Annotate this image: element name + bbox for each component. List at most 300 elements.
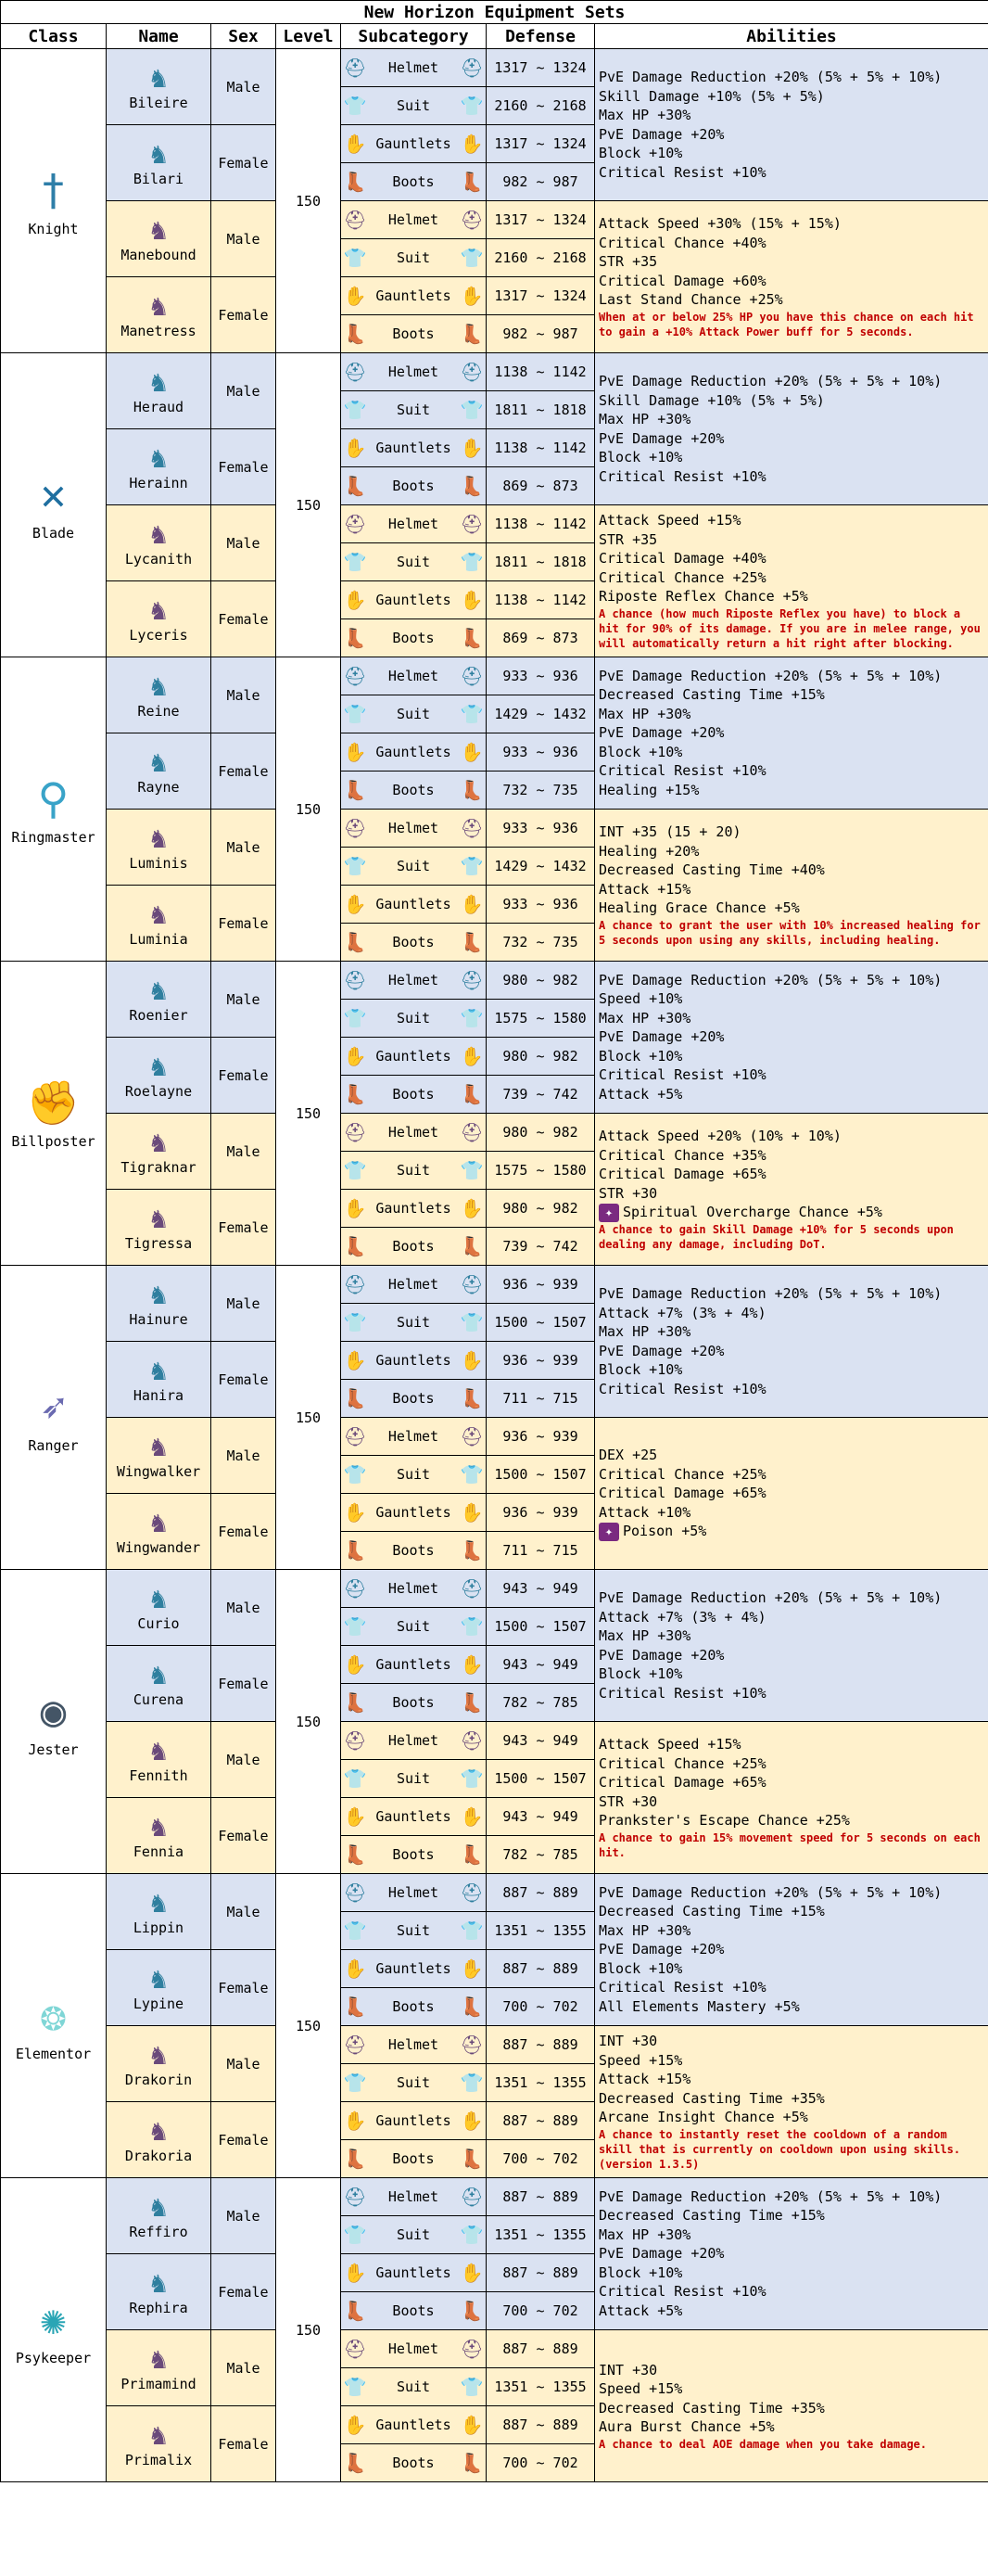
subcategory-cell (341, 886, 487, 924)
defense-cell: 1500 ~ 1507 (487, 1760, 595, 1798)
subcategory-label: Helmet (387, 1884, 439, 1901)
subcategory-label: Helmet (387, 2340, 439, 2357)
subcategory-label: Gauntlets (375, 744, 451, 760)
ability-line: PvE Damage +20% (599, 1646, 725, 1664)
defense-cell: 739 ~ 742 (487, 1228, 595, 1266)
subcategory-wrap (343, 2140, 484, 2177)
gauntlets-icon: ✋ (460, 1805, 484, 1828)
subcategory-cell (341, 1988, 487, 2026)
boots-icon: 👢 (343, 1996, 367, 2018)
helmet-icon: ⛑ (460, 1729, 484, 1752)
subcategory-wrap (343, 657, 484, 695)
ability-note: A chance (how much Riposte Reflex you have) to block a hit for 90% of its damage. If you are in melee range, you will automatically return a hit right after blocking. (599, 606, 988, 650)
ability-line: INT +30 (599, 2361, 658, 2378)
subcategory-wrap (343, 2178, 484, 2215)
subcategory-label: Boots (392, 2150, 435, 2167)
ability-line: Attack +10% (599, 1503, 691, 1521)
character-icon: ♞ (149, 137, 168, 171)
gauntlets-icon: ✋ (343, 1653, 367, 1676)
subcategory-label: Suit (396, 1618, 431, 1635)
ability-line: Speed +15% (599, 2051, 683, 2069)
ability-line: Critical Damage +65% (599, 1774, 766, 1792)
ability-line: Decreased Casting Time +15% (599, 1903, 825, 1920)
set-name-cell (107, 49, 211, 125)
class-cell (1, 1874, 107, 2178)
sex-cell: Female (211, 886, 276, 962)
sword-icon: † (40, 164, 67, 215)
ability-line: PvE Damage +20% (599, 2245, 725, 2263)
subcategory-wrap (343, 2330, 484, 2367)
boots-icon: 👢 (460, 323, 484, 345)
subcategory-cell (341, 2178, 487, 2216)
subcategory-wrap (343, 467, 484, 504)
character-icon: ♞ (149, 2114, 168, 2148)
defense-cell: 869 ~ 873 (487, 467, 595, 505)
subcategory-label: Gauntlets (375, 287, 451, 304)
ability-skill-line (599, 1522, 984, 1541)
set-name-cell (107, 2178, 211, 2254)
subcategory-label: Helmet (387, 516, 439, 532)
subcategory-label: Gauntlets (375, 440, 451, 456)
gauntlets-icon: ✋ (343, 589, 367, 611)
subcategory-wrap (343, 2292, 484, 2329)
subcategory-wrap (343, 1494, 484, 1531)
boots-icon: 👢 (343, 171, 367, 193)
ability-line: Attack Speed +15% (599, 512, 741, 529)
ability-line: INT +30 (599, 2033, 658, 2050)
boots-icon: 👢 (343, 1083, 367, 1105)
helmet-icon: ⛑ (343, 1577, 367, 1600)
subcategory-cell (341, 277, 487, 315)
boots-icon: 👢 (343, 323, 367, 345)
defense-cell: 1317 ~ 1324 (487, 49, 595, 87)
sex-cell: Female (211, 1950, 276, 2026)
defense-cell: 1811 ~ 1818 (487, 391, 595, 429)
header-level: Level (276, 24, 341, 49)
character-icon: ♞ (149, 1050, 168, 1083)
subcategory-wrap (343, 1038, 484, 1075)
subcategory-wrap (343, 1380, 484, 1417)
subcategory-label: Suit (396, 402, 431, 418)
sex-cell: Female (211, 1038, 276, 1114)
subcategory-label: Helmet (387, 59, 439, 76)
subcategory-wrap (343, 1836, 484, 1873)
defense-cell: 1500 ~ 1507 (487, 1456, 595, 1494)
ability-line: Block +10% (599, 1047, 683, 1065)
subcategory-cell (341, 848, 487, 886)
subcategory-label: Gauntlets (375, 1960, 451, 1977)
character-icon: ♞ (149, 593, 168, 627)
ability-note: When at or below 25% HP you have this chance on each hit to gain a +10% Attack Power buff for 5 seconds. (599, 310, 981, 338)
sex-cell: Male (211, 1266, 276, 1342)
defense-cell: 887 ~ 889 (487, 2102, 595, 2140)
ability-line: PvE Damage Reduction +20% (5% + 5% + 10%) (599, 971, 943, 988)
level-cell: 150 (276, 1266, 341, 1570)
sex-cell: Female (211, 581, 276, 657)
boots-icon: 👢 (460, 2452, 484, 2474)
sex-cell: Female (211, 733, 276, 810)
subcategory-label: Suit (396, 2074, 431, 2091)
sex-cell: Male (211, 1722, 276, 1798)
defense-cell: 1138 ~ 1142 (487, 505, 595, 543)
ability-line: PvE Damage Reduction +20% (5% + 5% + 10%) (599, 69, 943, 85)
suit-icon: 👕 (343, 1615, 367, 1638)
set-name-cell (107, 505, 211, 581)
helmet-icon: ⛑ (460, 2338, 484, 2360)
boots-icon: 👢 (460, 1691, 484, 1714)
suit-icon: 👕 (460, 1311, 484, 1333)
subcategory-cell (341, 1152, 487, 1190)
ability-line: Skill Damage +10% (5% + 5%) (599, 87, 825, 105)
subcategory-wrap (343, 1608, 484, 1645)
defense-cell: 1351 ~ 1355 (487, 2368, 595, 2406)
sex-cell: Male (211, 2330, 276, 2406)
ability-line: DEX +25 (599, 1447, 658, 1464)
subcategory-cell (341, 657, 487, 695)
header-abilities: Abilities (595, 24, 988, 49)
set-name: Primamind (120, 2375, 196, 2392)
suit-icon: 👕 (343, 2376, 367, 2398)
set-name: Rephira (129, 2299, 188, 2316)
suit-icon: 👕 (343, 2072, 367, 2094)
character-icon: ♞ (149, 61, 168, 95)
ability-line: Max HP +30% (599, 411, 691, 427)
ability-line: PvE Damage +20% (599, 1342, 725, 1359)
gauntlets-icon: ✋ (460, 2262, 484, 2284)
boots-icon: 👢 (460, 2300, 484, 2322)
helmet-icon: ⛑ (460, 1273, 484, 1295)
sex-cell: Female (211, 2102, 276, 2178)
subcategory-wrap (343, 924, 484, 961)
defense-cell: 1429 ~ 1432 (487, 848, 595, 886)
subcategory-label: Boots (392, 1542, 435, 1559)
subcategory-label: Boots (392, 1086, 435, 1103)
gauntlets-icon: ✋ (460, 741, 484, 763)
sex-cell: Male (211, 201, 276, 277)
ability-line: Max HP +30% (599, 1627, 691, 1644)
set-name: Tigressa (124, 1234, 193, 1252)
subcategory-cell (341, 2406, 487, 2444)
defense-cell: 980 ~ 982 (487, 1038, 595, 1076)
set-name: Curio (137, 1614, 180, 1632)
boots-icon: 👢 (343, 779, 367, 801)
subcategory-label: Helmet (387, 1276, 439, 1293)
subcategory-wrap (343, 1950, 484, 1987)
boots-icon: 👢 (343, 2148, 367, 2170)
defense-cell: 1500 ~ 1507 (487, 1304, 595, 1342)
suit-icon: 👕 (460, 1159, 484, 1181)
suit-icon: 👕 (343, 1919, 367, 1942)
abilities-cell (595, 1418, 988, 1570)
subcategory-label: Suit (396, 858, 431, 874)
defense-cell: 982 ~ 987 (487, 163, 595, 201)
subcategory-cell (341, 1532, 487, 1570)
abilities-cell (595, 962, 988, 1114)
subcategory-cell (341, 1114, 487, 1152)
ability-note: A chance to deal AOE damage when you take damage. (599, 2437, 928, 2451)
defense-cell: 887 ~ 889 (487, 1874, 595, 1912)
subcategory-cell (341, 1722, 487, 1760)
level-cell: 150 (276, 1874, 341, 2178)
boots-icon: 👢 (460, 475, 484, 497)
subcategory-wrap (343, 2254, 484, 2291)
defense-cell: 700 ~ 702 (487, 1988, 595, 2026)
subcategory-label: Boots (392, 1238, 435, 1255)
subcategory-cell (341, 1874, 487, 1912)
ability-line: PvE Damage +20% (599, 724, 725, 742)
character-icon: ♞ (149, 1506, 168, 1539)
subcategory-cell (341, 2140, 487, 2178)
subcategory-cell (341, 1380, 487, 1418)
table-row (1, 657, 988, 695)
suit-icon: 👕 (460, 855, 484, 877)
gauntlets-icon: ✋ (460, 1653, 484, 1676)
subcategory-cell (341, 1304, 487, 1342)
subcategory-label: Boots (392, 1390, 435, 1407)
subcategory-cell (341, 1076, 487, 1114)
defense-cell: 933 ~ 936 (487, 810, 595, 848)
defense-cell: 943 ~ 949 (487, 1798, 595, 1836)
defense-cell: 1317 ~ 1324 (487, 277, 595, 315)
subcategory-label: Suit (396, 2226, 431, 2243)
defense-cell: 980 ~ 982 (487, 1114, 595, 1152)
subcategory-wrap (343, 1152, 484, 1189)
helmet-icon: ⛑ (343, 513, 367, 535)
character-icon: ♞ (149, 974, 168, 1007)
subcategory-label: Helmet (387, 1732, 439, 1749)
subcategory-label: Boots (392, 478, 435, 494)
helmet-icon: ⛑ (460, 513, 484, 535)
ability-line: PvE Damage +20% (599, 125, 725, 143)
subcategory-label: Gauntlets (375, 2112, 451, 2129)
subcategory-label: Suit (396, 249, 431, 266)
subcategory-cell (341, 733, 487, 772)
subcategory-wrap (343, 2064, 484, 2101)
subcategory-cell (341, 239, 487, 277)
ability-line: Critical Resist +10% (599, 1684, 766, 1702)
abilities-cell (595, 2330, 988, 2482)
subcategory-cell (341, 924, 487, 962)
subcategory-cell (341, 2102, 487, 2140)
defense-cell: 887 ~ 889 (487, 2178, 595, 2216)
subcategory-cell (341, 1836, 487, 1874)
helmet-icon: ⛑ (343, 1425, 367, 1447)
helmet-icon: ⛑ (460, 969, 484, 991)
subcategory-wrap (343, 2444, 484, 2481)
gauntlets-icon: ✋ (343, 2262, 367, 2284)
helmet-icon: ⛑ (460, 361, 484, 383)
subcategory-cell (341, 1684, 487, 1722)
level-cell: 150 (276, 353, 341, 657)
ability-line: PvE Damage Reduction +20% (5% + 5% + 10%) (599, 373, 943, 389)
set-name-cell (107, 1722, 211, 1798)
gauntlets-icon: ✋ (460, 285, 484, 307)
ability-line: Max HP +30% (599, 1921, 691, 1939)
header-row (1, 24, 988, 49)
set-name: Manetress (120, 322, 196, 339)
subcategory-wrap (343, 505, 484, 542)
subcategory-cell (341, 2330, 487, 2368)
skill-icon: ✦ (599, 1204, 619, 1222)
character-icon: ♞ (149, 1734, 168, 1767)
subcategory-cell (341, 315, 487, 353)
table-row (1, 810, 988, 848)
character-icon: ♞ (149, 1658, 168, 1691)
set-name: Curena (133, 1690, 184, 1708)
gauntlets-icon: ✋ (460, 437, 484, 459)
boots-icon: 👢 (343, 1387, 367, 1409)
abilities-cell (595, 49, 988, 201)
subcategory-cell (341, 353, 487, 391)
character-icon: ♞ (149, 670, 168, 703)
subcategory-cell (341, 1494, 487, 1532)
class-name: Knight (28, 220, 79, 237)
suit-icon: 👕 (460, 1463, 484, 1486)
class-name: Elementor (15, 2045, 92, 2062)
subcategory-wrap (343, 1304, 484, 1341)
boots-icon: 👢 (460, 2148, 484, 2170)
subcategory-label: Boots (392, 325, 435, 342)
subcategory-cell (341, 619, 487, 657)
subcategory-wrap (343, 581, 484, 618)
medallion-icon: ◉ (40, 1685, 67, 1736)
subcategory-label: Boots (392, 1998, 435, 2015)
ability-line: Speed +10% (599, 990, 683, 1008)
character-icon: ♞ (149, 2266, 168, 2300)
subcategory-cell (341, 1798, 487, 1836)
suit-icon: 👕 (343, 1311, 367, 1333)
set-name-cell (107, 2102, 211, 2178)
class-cell (1, 353, 107, 657)
subcategory-wrap (343, 1532, 484, 1569)
bow-icon: ➶ (40, 1381, 67, 1432)
subcategory-cell (341, 581, 487, 619)
ability-line: PvE Damage Reduction +20% (5% + 5% + 10%) (599, 2187, 943, 2205)
sex-cell: Male (211, 962, 276, 1038)
gauntlets-icon: ✋ (343, 1045, 367, 1067)
set-name: Lypine (133, 1995, 184, 2012)
subcategory-label: Gauntlets (375, 1048, 451, 1065)
class-cell (1, 1570, 107, 1874)
suit-icon: 👕 (460, 2224, 484, 2246)
subcategory-label: Suit (396, 1314, 431, 1331)
defense-cell: 711 ~ 715 (487, 1532, 595, 1570)
subcategory-wrap (343, 201, 484, 238)
subcategory-label: Boots (392, 173, 435, 190)
subcategory-wrap (343, 772, 484, 809)
gauntlets-icon: ✋ (343, 2110, 367, 2132)
boots-icon: 👢 (343, 1843, 367, 1866)
ability-line: Arcane Insight Chance +5% (599, 2109, 808, 2126)
subcategory-wrap (343, 962, 484, 999)
suit-icon: 👕 (460, 1615, 484, 1638)
level-cell: 150 (276, 49, 341, 353)
ability-line: Prankster's Escape Chance +25% (599, 1812, 850, 1830)
helmet-icon: ⛑ (460, 1425, 484, 1447)
subcategory-wrap (343, 1000, 484, 1037)
ability-line: Critical Chance +40% (599, 234, 766, 251)
abilities-cell (595, 810, 988, 962)
set-name-cell (107, 353, 211, 429)
ability-line: Attack +15% (599, 880, 691, 898)
subcategory-label: Suit (396, 97, 431, 114)
subcategory-cell (341, 810, 487, 848)
defense-cell: 1138 ~ 1142 (487, 429, 595, 467)
subcategory-label: Gauntlets (375, 1656, 451, 1673)
subcategory-label: Boots (392, 1694, 435, 1711)
sex-cell: Female (211, 1342, 276, 1418)
set-name: Drakorin (124, 2071, 193, 2088)
gauntlets-icon: ✋ (343, 2414, 367, 2436)
boots-icon: 👢 (343, 1691, 367, 1714)
set-name: Bilari (133, 170, 184, 187)
set-name: Lyceris (129, 626, 188, 644)
defense-cell: 887 ~ 889 (487, 1950, 595, 1988)
helmet-icon: ⛑ (343, 1881, 367, 1904)
gauntlets-icon: ✋ (343, 1958, 367, 1980)
set-name-cell (107, 1266, 211, 1342)
subcategory-wrap (343, 391, 484, 428)
set-name-cell (107, 2026, 211, 2102)
ability-line: STR +35 (599, 253, 658, 271)
ability-note: A chance to instantly reset the cooldown of a random skill that is currently on cooldown upon using skills. (version 1.3.5) (599, 2127, 968, 2171)
ability-line: Decreased Casting Time +35% (599, 2089, 825, 2107)
table-row (1, 1266, 988, 1304)
subcategory-label: Boots (392, 934, 435, 950)
suit-icon: 👕 (460, 247, 484, 269)
defense-cell: 782 ~ 785 (487, 1836, 595, 1874)
subcategory-label: Gauntlets (375, 2417, 451, 2433)
set-name-cell (107, 657, 211, 733)
ability-line: Critical Damage +65% (599, 1166, 766, 1183)
suit-icon: 👕 (343, 1463, 367, 1486)
boots-icon: 👢 (460, 1083, 484, 1105)
ability-line: Decreased Casting Time +40% (599, 861, 825, 879)
ability-line: Block +10% (599, 1361, 683, 1378)
ability-line: Block +10% (599, 145, 683, 161)
subcategory-cell (341, 962, 487, 1000)
gauntlets-icon: ✋ (460, 1958, 484, 1980)
subcategory-cell (341, 1038, 487, 1076)
set-name-cell (107, 962, 211, 1038)
ability-line: PvE Damage +20% (599, 1941, 725, 1958)
subcategory-cell (341, 2444, 487, 2482)
suit-icon: 👕 (460, 2072, 484, 2094)
ability-note: A chance to gain 15% movement speed for 5 seconds on each hit. (599, 1830, 988, 1859)
sex-cell: Male (211, 1874, 276, 1950)
ability-line: STR +35 (599, 530, 658, 548)
ability-line: Block +10% (599, 1959, 683, 1977)
character-icon: ♞ (149, 1126, 168, 1159)
ability-line: Decreased Casting Time +35% (599, 2399, 825, 2417)
level-cell: 150 (276, 657, 341, 962)
class-name: Psykeeper (15, 2349, 92, 2366)
suit-icon: 👕 (460, 399, 484, 421)
ability-line: Attack +15% (599, 2071, 691, 2088)
set-name-cell (107, 1798, 211, 1874)
level-cell: 150 (276, 2178, 341, 2482)
set-name-cell (107, 2330, 211, 2406)
subcategory-cell (341, 1646, 487, 1684)
abilities-cell (595, 657, 988, 810)
gauntlets-icon: ✋ (343, 741, 367, 763)
subcategory-wrap (343, 1760, 484, 1797)
defense-cell: 933 ~ 936 (487, 733, 595, 772)
table-row (1, 1874, 988, 1912)
abilities-cell (595, 353, 988, 505)
ability-line: Critical Resist +10% (599, 1979, 766, 1996)
subcategory-label: Boots (392, 1846, 435, 1863)
